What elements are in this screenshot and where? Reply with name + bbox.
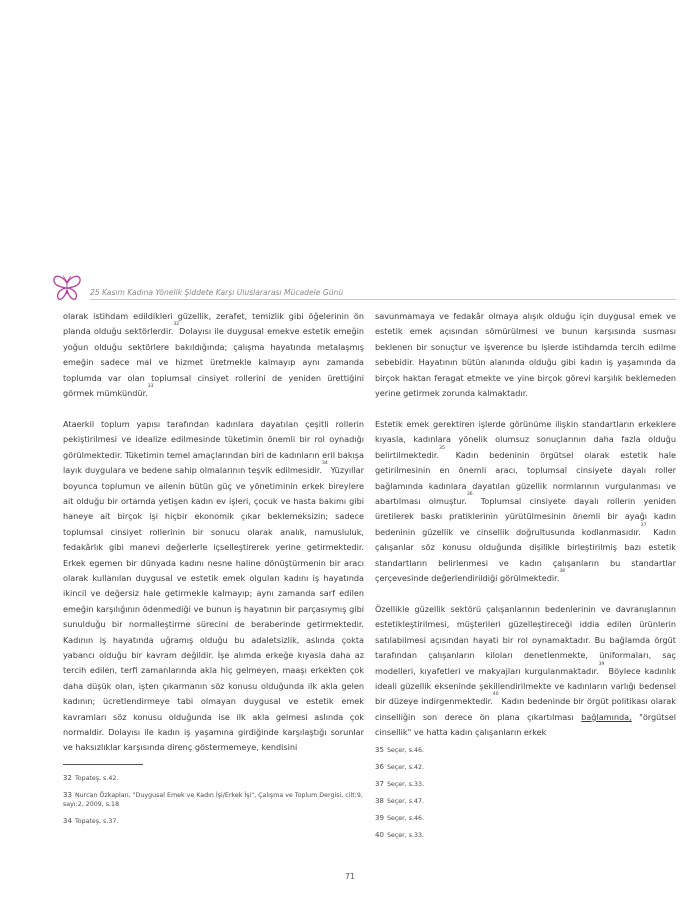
footnote-ref[interactable]: 39 bbox=[598, 661, 605, 667]
footnote-number: 34 bbox=[63, 817, 72, 825]
footnote-ref[interactable]: 33 bbox=[147, 384, 154, 390]
footnote-ref[interactable]: 37 bbox=[640, 522, 647, 528]
running-title: 25 Kasım Kadına Yönelik Şiddete Karşı Uluslararası Mücadele Günü bbox=[90, 288, 344, 297]
text-run: Özellikle güzellik sektörü çalışanlarının bedenlerinin ve davranışlarının estetikleştirilmesi, müşterileri güzelleştireceği iddia edilen ürünlerin satılabilmesi açısından hayati bir rol oynamaktadır. Bu bağlamda örgüt tarafından çalışanların kiloları denetlenmekte, üniformaları, saç modelleri, kıyafetleri ve makyajları kurgulanmaktadır. bbox=[375, 603, 676, 676]
paragraph bbox=[63, 417, 364, 756]
footnote-number: 39 bbox=[375, 814, 384, 822]
text-run: Dolayısı ile duygusal emekve estetik emeğin yoğun olduğu sektörlere bakıldığında; çalışma hayatında metalaşmış emeğin sadece mal ve hizmet üretmekle kalmayıp aynı zamanda toplumda var olan toplumsal cinsiyet rollerini de yeniden ürettiğini görmek mümkündür. bbox=[63, 326, 364, 399]
running-header bbox=[52, 274, 676, 304]
footnote-item bbox=[375, 797, 676, 806]
text-run: Yüzyıllar boyunca toplumun ve ailenin bütün güç ve yönetiminin erkek bireylere ait olduğu bir ortamda yetişen kadın ev işleri, çocuk ve hasta bakımı gibi haneye ait birçok işi hiçbir ekonomik çıkar beklemeksizin; sadece toplumsal cinsiyet rollerinin bir sonucu olarak analık, namusluluk, fedakârlık gibi manevi değerlerle içselleştirerek yerine getirmektedir. Erkek egemen bir dünyada kadını nesne haline dönüştürmenin bir aracı olarak kullanılan duygusal ve estetik emek olguları kadını iş hayatında ikincil ve değersiz hale getirmekle kalmayıp; aynı zamanda sarf edilen emeğin karşılığının ödenmediği ve bunun iş hayatının bir parçasıymış gibi sunulduğu bir normalleştirme sürecini de beraberinde getirmektedir. Kadının iş hayatında uğramış olduğu bu adaletsizlik, aslında çokta yabancı olduğu bir kavram değildir. İşe alımda erkeğe kıyasla daha az tercih edilen, terfi zamanlarında akla hiç gelmeyen, maaşı erkekten çok daha düşük olan, işten çıkarmanın söz konusu olduğunda ilk akla gelen kadının; ücretlendirmeye tabi olmayan duygusal ve estetik emek kavramları söz konusu olduğunda ise ilk akla gelmesi aslında çok normaldir. Dolayısı ile kadın iş yaşamına girdiğinde karşılaştığı sorunlar ve haksızlıklar karşısında direnç göstermemeye, kendisini bbox=[63, 465, 364, 753]
text-run: Estetik emek gerektiren işlerde görünüme ilişkin standartların erkeklere kıyasla, kadınlara yönelik olumsuz sonuçlarının daha fazla olduğu belirtilmektedir. bbox=[375, 418, 676, 460]
text-run: Kadın çalışanlar söz konusu olduğunda dişilikle birleştirilmiş bazı estetik standartların belirlenmesi ve kadın çalışanların bu standartlar çerçevesinde değerlendirildiği görülmektedir. bbox=[375, 526, 676, 583]
footnote-number: 32 bbox=[63, 774, 72, 782]
footnotes-left bbox=[63, 764, 364, 834]
text-run: Kadın bedeninde bir örgüt politikası olarak cinselliğin son derece ön plana çıkartılması bbox=[375, 696, 676, 722]
text-run: Kadın bedeninin örgütsel olarak estetik hale getirilmesinin en önemli aracı, toplumsal cinsiyete dayalı roller bağlamında kadınlara dayatılan güzellik normlarının vurgulanması ve abartılması olmuştur. bbox=[375, 449, 676, 506]
left-column bbox=[63, 309, 364, 771]
footnote-item bbox=[375, 746, 676, 755]
footnote-ref[interactable]: 34 bbox=[321, 461, 328, 467]
right-column bbox=[375, 309, 676, 756]
footnote-text: Seçer, s.46. bbox=[386, 747, 425, 754]
footnote-item bbox=[63, 791, 364, 809]
footnote-text: Seçer, s.33. bbox=[386, 781, 425, 788]
page-number: 71 bbox=[344, 872, 356, 881]
text-run: Böylece kadınlık ideali güzellik ekseninde şekillendirilmekte ve kadınların varlığı bedensel bir düzeye indirgenmektedir. bbox=[375, 665, 676, 707]
footnote-number: 33 bbox=[63, 791, 72, 799]
footnote-text: Topateş, s.42. bbox=[74, 775, 119, 782]
butterfly-icon bbox=[52, 274, 82, 302]
footnote-item bbox=[63, 774, 364, 783]
footnote-item bbox=[375, 831, 676, 840]
text-run: "örgütsel cinsellik" ve hatta kadın çalışanların erkek bbox=[375, 711, 676, 738]
footnote-text: Seçer, s.42. bbox=[386, 764, 425, 771]
paragraph bbox=[375, 309, 676, 401]
footnote-number: 35 bbox=[375, 746, 384, 754]
footnote-item bbox=[375, 763, 676, 772]
paragraph bbox=[63, 309, 364, 401]
footnote-text: Nurcan Özkaplan, "Duygusal Emek ve Kadın İşi/Erkek İşi", Çalışma ve Toplum Dergisi, cilt:9, sayı:2, 2009, s.18 bbox=[63, 792, 363, 808]
footnote-ref[interactable]: 32 bbox=[173, 322, 180, 328]
footnote-item bbox=[63, 817, 364, 826]
text-run: olarak istihdam edildikleri güzellik, zerafet, temizlik gibi öğelerinin ön planda olduğu sektörlerdir. bbox=[63, 311, 364, 337]
paragraph bbox=[375, 602, 676, 741]
footnote-item bbox=[375, 814, 676, 823]
text-run: Toplumsal cinsiyete dayalı rollerin yeniden üretilerek baskı pratiklerinin yürütülmesinin önemli bir ayağı kadın bedeninin güzellik ve cinsellik doğrultusunda kodlanmasıdır. bbox=[375, 495, 676, 537]
underlined-text: bağlamında, bbox=[581, 711, 632, 722]
header-rule bbox=[90, 299, 676, 300]
footnote-number: 38 bbox=[375, 797, 384, 805]
footnote-text: Seçer, s.33. bbox=[386, 832, 425, 839]
footnotes-right bbox=[375, 746, 676, 848]
paragraph bbox=[375, 417, 676, 586]
footnote-text: Seçer, s.47. bbox=[386, 798, 425, 805]
text-run: savunmamaya ve fedakâr olmaya alışık olduğu için duygusal emek ve estetik emek açısından sömürülmesi ve bunun karşısında susması beklenen bir sonuçtur ve işverence bu işlerde istihdamda tercih edilme sebebidir. Hayatının bütün alanında olduğu gibi kadın iş yaşamında da birçok haktan feragat etmekte ve yine birçok görevi karşılık beklemeden yerine getirmek zorunda kalmaktadır. bbox=[375, 311, 676, 399]
footnote-number: 40 bbox=[375, 831, 384, 839]
footnote-ref[interactable]: 36 bbox=[466, 491, 473, 497]
footnote-text: Seçer, s.46. bbox=[386, 815, 425, 822]
footnote-item bbox=[375, 780, 676, 789]
footnote-ref[interactable]: 35 bbox=[439, 445, 445, 451]
footnote-rule bbox=[63, 764, 143, 765]
footnote-number: 36 bbox=[375, 763, 384, 771]
footnote-ref[interactable]: 40 bbox=[492, 692, 499, 698]
footnote-text: Topateş, s.37. bbox=[74, 818, 119, 825]
footnote-ref[interactable]: 38 bbox=[559, 569, 566, 574]
text-run: Ataerkil toplum yapısı tarafından kadınlara dayatılan çeşitli rollerin pekiştirilmesi ve idealize edilmesinde tüketimin önemli bir rol oynadığı görülmektedir. Tüketimin temel amaçlarından biri de kadınların eril bakışa layık duygulara ve bedene sahip olmalarının teşvik edilmesidir. bbox=[63, 418, 364, 476]
footnote-number: 37 bbox=[375, 780, 384, 788]
